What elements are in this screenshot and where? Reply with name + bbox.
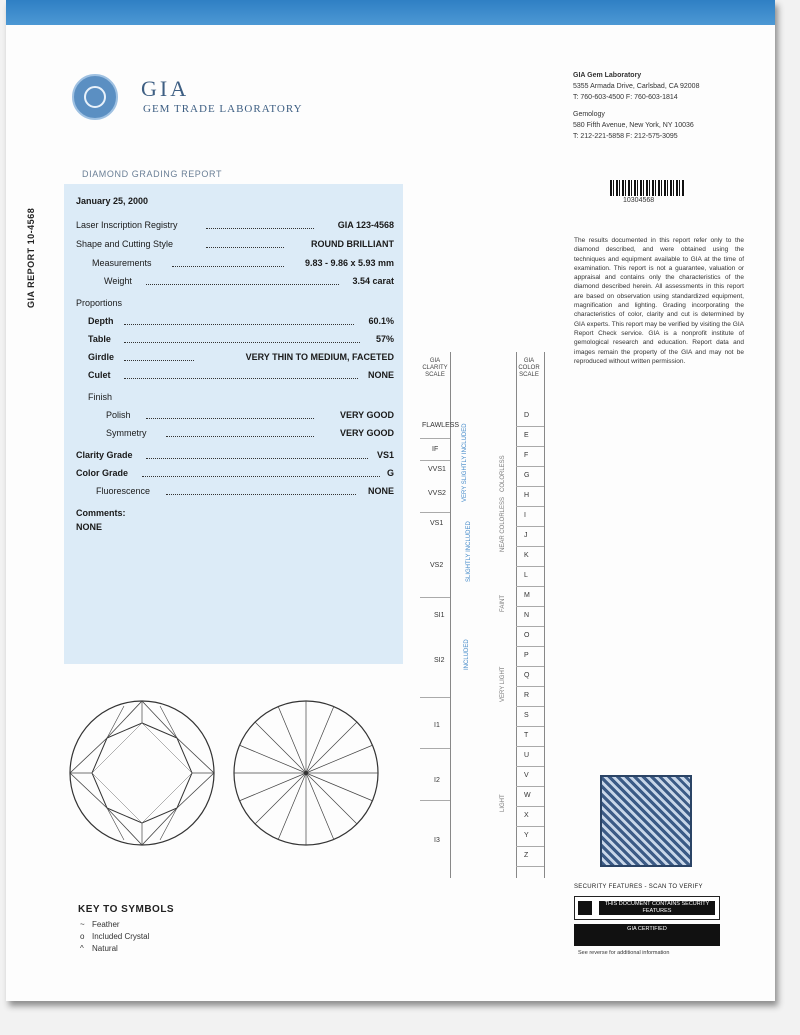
color-scale-header: GIA COLOR SCALE	[518, 358, 540, 378]
report-row: Table 57%	[88, 334, 394, 344]
color-scale-tick: M	[524, 592, 530, 599]
color-scale-tick: X	[524, 812, 529, 819]
disclaimer-paragraph: The results documented in this report refer only to the diamond described, and were obtained using the techniques and equipment available to GIA at the time of examination. This report is not a guarantee, valuation or appraisal and contains only the characteristics of the diamond described herein. All assessments in this report are based on observation using standardized equipment, magnification and lighting. Grading incorporating the characteristics of color, clarity and cut is determined by GIA experts. This report may be verified by visiting the GIA Report Check service. GIA is a nonprofit institute of gemological research and education. Report data and images remain the property of the GIA and may not be reproduced without written permission.	[574, 237, 744, 365]
security-caption: SECURITY FEATURES - SCAN TO VERIFY	[574, 884, 703, 890]
crown-plot-diagram	[66, 698, 218, 848]
grading-scales: GIA CLARITY SCALE GIA COLOR SCALE FLAWLESS IF VVS1 VVS2 VS1 VS2 SI1 SI2 I1 I2 I3 VERY SLIGHTLY INCLUDED SLIGHTLY INCLUDED INCLUDED COLORLESS NEAR COLORLESS FAINT VERY LIGHT LIGHT D E F G H I J K L M N O P Q R S T U V W X Y Z	[420, 352, 552, 878]
color-scale-tick: R	[524, 692, 530, 699]
gia-wordmark: GIA	[141, 76, 190, 101]
color-scale-tick: Z	[524, 852, 529, 859]
color-scale-tick: E	[524, 432, 529, 439]
crystal-symbol-icon: o	[80, 932, 85, 941]
color-scale-tick: I	[524, 512, 526, 519]
report-row: Measurements 9.83 - 9.86 x 5.93 mm	[92, 258, 394, 268]
color-scale-tick: N	[524, 612, 530, 619]
color-scale-tick: J	[524, 532, 528, 539]
top-blue-band	[6, 0, 775, 25]
report-row: Laser Inscription Registry GIA 123-4568	[76, 220, 394, 230]
report-row: Depth 60.1%	[88, 316, 394, 326]
color-scale-tick: T	[524, 732, 529, 739]
color-scale-tick: G	[524, 472, 530, 479]
lab-contact-info: GIA Gem Laboratory 5355 Armada Drive, Carlsbad, CA 92008 T: 760-603-4500 F: 760-603-1814 Gemology 580 Fifth Avenue, New York, NY 10036 T: 212-221-5858 F: 212-575-3095	[573, 72, 700, 140]
report-date: January 25, 2000	[76, 196, 149, 206]
color-scale-tick: U	[524, 752, 530, 759]
feather-symbol-icon: ~	[80, 920, 85, 929]
report-row: Girdle VERY THIN TO MEDIUM, FACETED	[88, 352, 394, 362]
gia-seal-logo	[72, 74, 118, 120]
report-sheet	[6, 0, 775, 1001]
barcode	[610, 180, 685, 196]
comments-heading: Comments:	[76, 508, 126, 518]
clarity-scale-header: GIA CLARITY SCALE	[422, 358, 448, 378]
barcode-number: 10304568	[623, 197, 655, 204]
color-scale-tick: P	[524, 652, 529, 659]
certified-badge: GIA CERTIFIED	[574, 924, 720, 946]
color-scale-tick: W	[524, 792, 531, 799]
color-scale-tick: D	[524, 412, 530, 419]
report-date-row	[76, 196, 394, 208]
color-scale-tick: S	[524, 712, 529, 719]
color-scale-tick: O	[524, 632, 530, 639]
color-scale-tick: V	[524, 772, 529, 779]
reverse-note: See reverse for additional information	[578, 950, 670, 956]
color-scale-tick: F	[524, 452, 529, 459]
report-row: Symmetry VERY GOOD	[106, 428, 394, 438]
report-row: Culet NONE	[88, 370, 394, 380]
report-row: Clarity Grade VS1	[76, 450, 394, 460]
report-row: Color Grade G	[76, 468, 394, 478]
report-title: DIAMOND GRADING REPORT	[82, 169, 223, 179]
color-scale-tick: L	[524, 572, 528, 579]
lab-name: GEM TRADE LABORATORY	[143, 103, 303, 115]
color-scale-tick: Y	[524, 832, 529, 839]
natural-symbol-icon: ^	[80, 944, 84, 953]
finish-heading: Finish	[88, 392, 113, 402]
key-item: Natural	[92, 944, 118, 953]
color-scale-tick: Q	[524, 672, 530, 679]
key-to-symbols-title: KEY TO SYMBOLS	[78, 904, 175, 915]
pavilion-plot-diagram	[230, 698, 382, 848]
vertical-report-number: GIA REPORT 10-4568	[26, 207, 36, 308]
color-scale-tick: H	[524, 492, 530, 499]
color-scale-tick: K	[524, 552, 529, 559]
report-row: Weight 3.54 carat	[104, 276, 394, 286]
security-badge: THIS DOCUMENT CONTAINS SECURITY FEATURES	[574, 896, 720, 920]
key-item: Included Crystal	[92, 932, 150, 941]
report-row: Fluorescence NONE	[96, 486, 394, 496]
comments-value: NONE	[76, 522, 103, 532]
grading-panel	[64, 184, 403, 664]
key-item: Feather	[92, 920, 120, 929]
report-row: Shape and Cutting Style ROUND BRILLIANT	[76, 239, 394, 249]
report-row: Polish VERY GOOD	[106, 410, 394, 420]
security-hologram	[600, 775, 692, 867]
proportions-heading: Proportions	[76, 298, 123, 308]
